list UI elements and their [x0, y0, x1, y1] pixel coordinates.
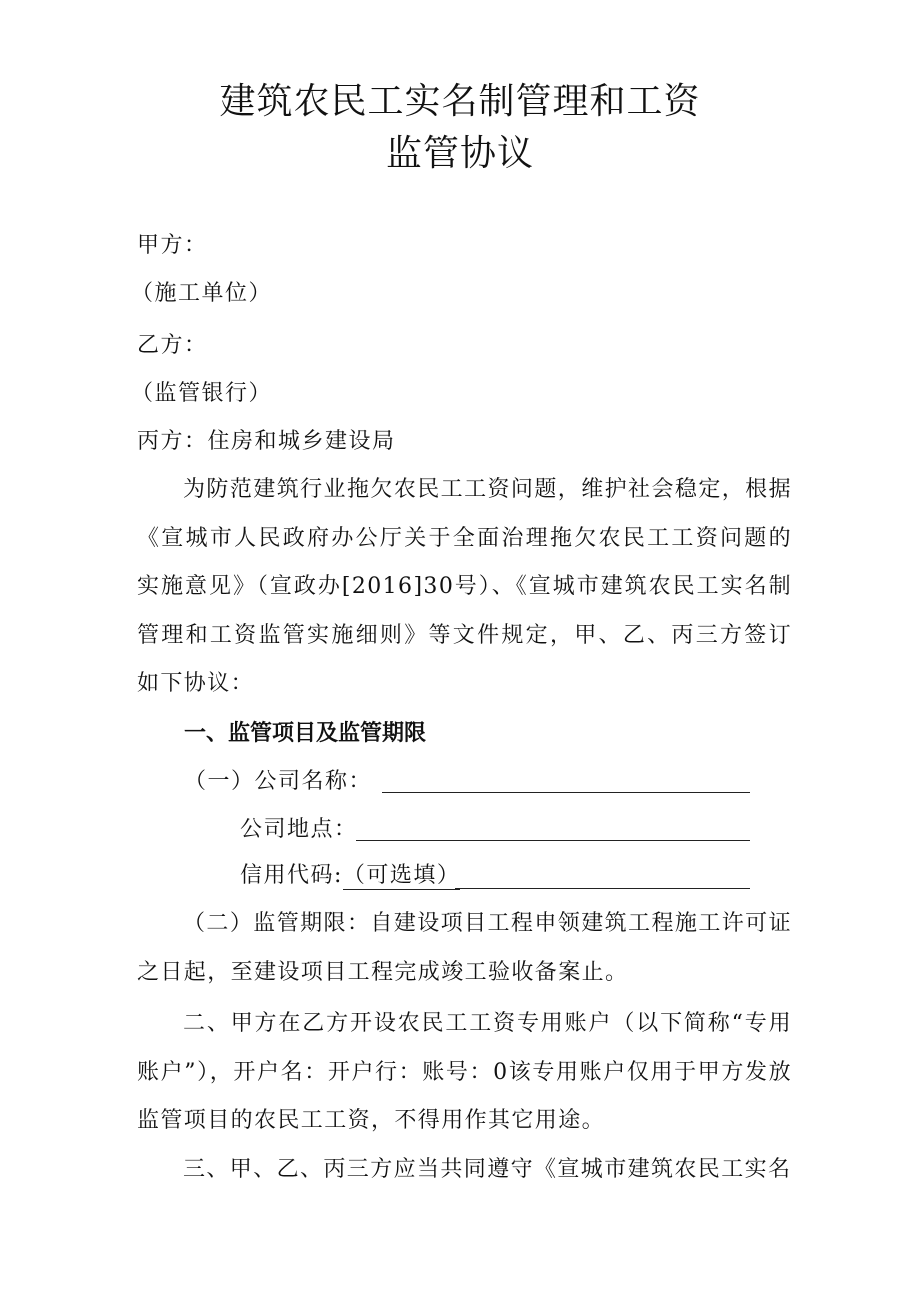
supervision-period: （二）监管期限：自建设项目工程申领建筑工程施工许可证之日起，至建设项目工程完成竣工验收备案止。	[137, 911, 792, 985]
party-c: 丙方：住房和城乡建设局	[137, 429, 396, 454]
credit-code-hint: （可选填）	[342, 863, 461, 888]
credit-code-label: 信用代码:	[240, 863, 343, 888]
document-title-line2: 监管协议	[385, 133, 534, 174]
party-b-label: 乙方：	[137, 333, 208, 358]
section3-compliance: 三、甲、乙、丙三方应当共同遵守《宣城市建筑农民工实名	[183, 1157, 792, 1182]
section2-account: 二、甲方在乙方开设农民工工资专用账户（以下简称“专用账户”），开户名：开户行：账号：0该专用账户仅用于甲方发放监管项目的农民工工资，不得用作其它用途。	[137, 1011, 792, 1133]
intro-paragraph: 为防范建筑行业拖欠农民工工资问题，维护社会稳定，根据《宣城市人民政府办公厅关于全面治理拖欠农民工工资问题的实施意见》（宣政办[2016]30号）、《宣城市建筑农民工实名制管理和工资监管实施细则》等文件规定，甲、乙、丙三方签订如下协议：	[137, 477, 792, 696]
party-a-label: 甲方：	[137, 233, 208, 258]
section1-heading: 一、监管项目及监管期限	[184, 721, 427, 746]
company-address-label: 公司地点：	[240, 817, 358, 842]
company-address-field[interactable]	[356, 840, 750, 841]
party-a-note: （施工单位）	[131, 281, 273, 306]
company-name-label: （一）公司名称：	[184, 769, 373, 794]
credit-code-field[interactable]	[455, 888, 750, 889]
company-name-field[interactable]	[382, 792, 750, 793]
party-b-note: （监管银行）	[131, 381, 273, 406]
credit-code-row	[240, 862, 460, 890]
document-title-line1: 建筑农民工实名制管理和工资	[219, 81, 701, 122]
